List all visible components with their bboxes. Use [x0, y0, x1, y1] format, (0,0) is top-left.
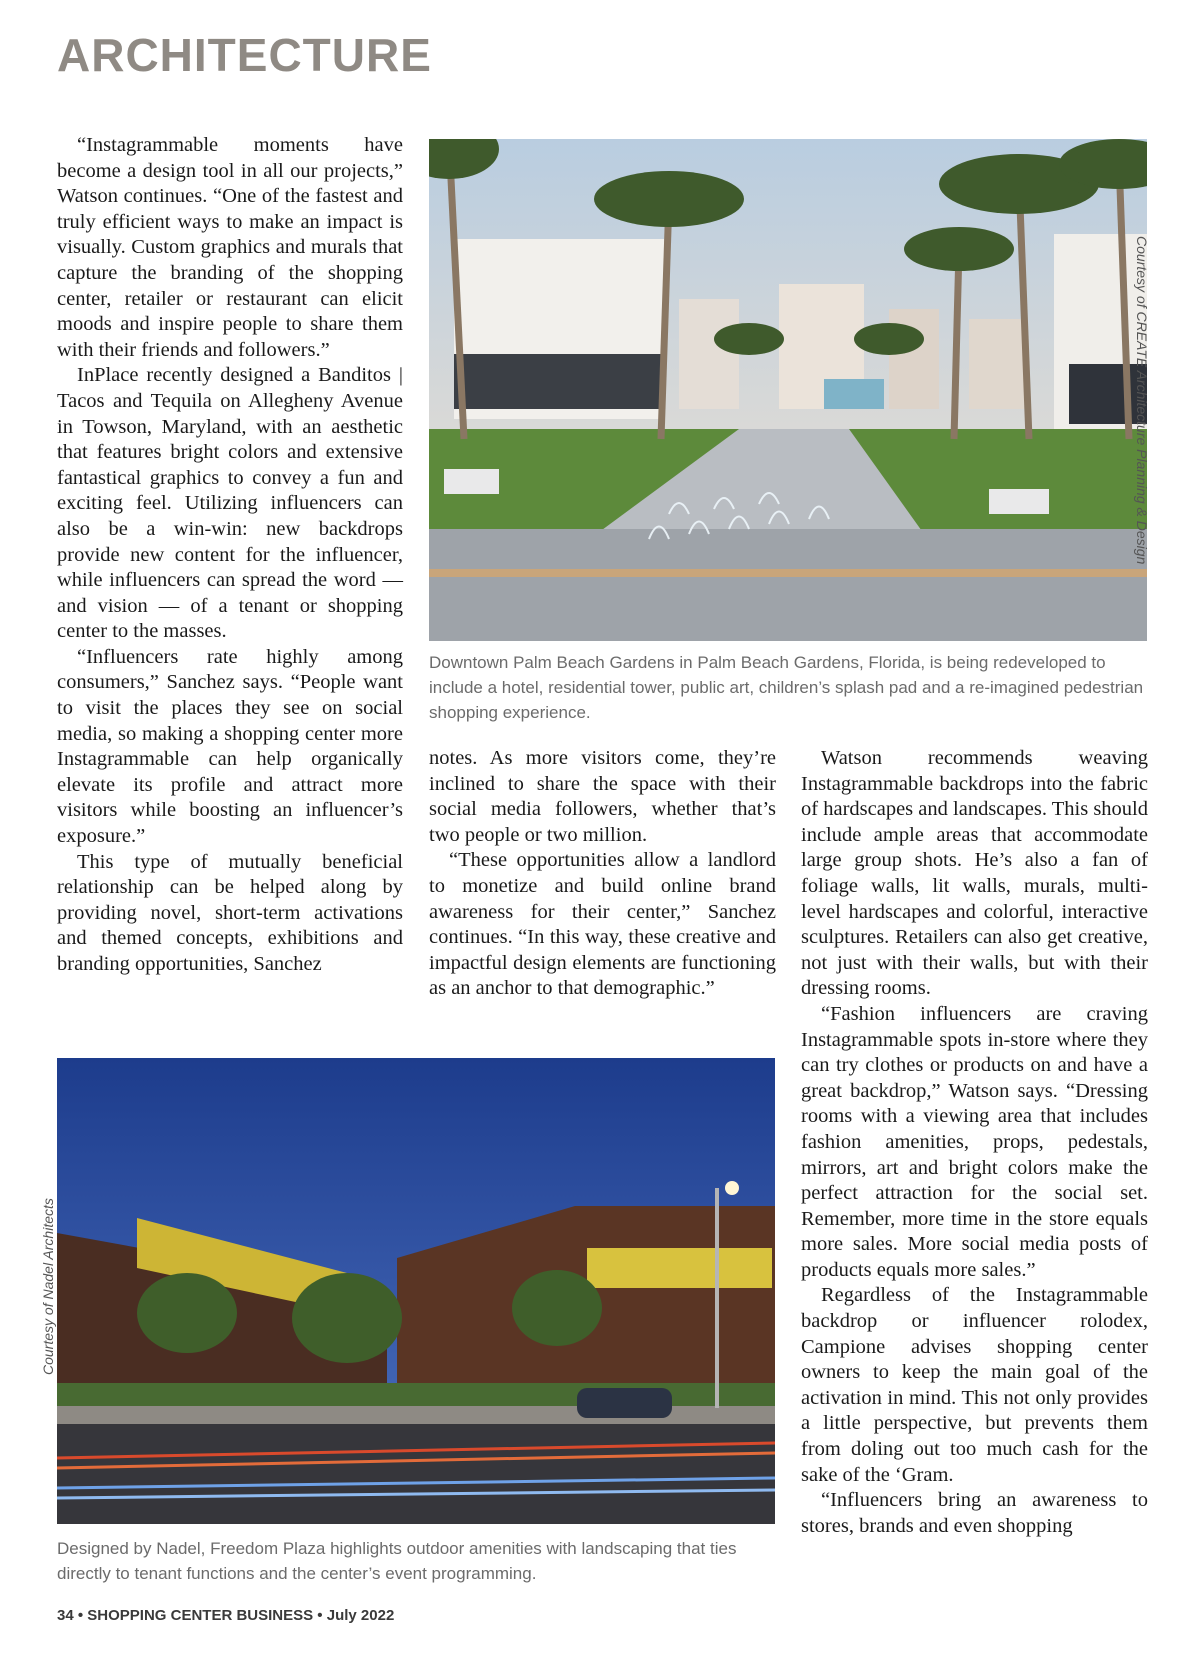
photo-credit-nadel: Courtesy of Nadel Architects [40, 1198, 56, 1375]
paragraph: Regardless of the Instagrammable backdrop or influencer rolodex, Campione advises shopping center owners to keep the main goal of the activation in mind. This not only provides a little perspective, but prevents them from doling out too much cash for the sake of the ‘Gram. [801, 1284, 1148, 1486]
paragraph: “Influencers bring an awareness to stores, brands and even shopping [801, 1489, 1148, 1537]
paragraph: InPlace recently designed a Banditos | Tacos and Tequila on Allegheny Avenue in Towson, Maryland, with an aesthetic that features bright colors and extensive fantastical graphics to convey a fun and exciting feel. Utilizing influencers can also be a win-win: new backdrops provide new content for the influencer, while influencers can spread the word — and vision — of a tenant or shopping center to the masses. [57, 364, 403, 643]
paragraph: “Influencers rate highly among consumers,” Sanchez says. “People want to visit the places they see on social media, so making a shopping center more Instagrammable can help organically elevate its profile and attract more visitors while boosting an influencer’s exposure.” [57, 645, 403, 848]
article-column-3 [801, 746, 1148, 1539]
paragraph: “Fashion influencers are craving Instagrammable spots in-store where they can try clothes or products on and have a great backdrop,” Watson says. “Dressing rooms with a viewing area that includes fashion amenities, props, pedestals, mirrors, art and bright colors make the perfect attraction for the social set. Remember, more time in the store equals more sales. More social media posts of products equals more sales.” [801, 1002, 1148, 1281]
paragraph: notes. As more visitors come, they’re inclined to share the space with their social media followers, whether that’s two people or two million. [429, 747, 776, 846]
page-folio: 34 • SHOPPING CENTER BUSINESS • July 2022 [57, 1607, 395, 1624]
photo-credit-create: Courtesy of CREATE Architecture Planning & Design [1134, 236, 1150, 565]
paragraph: This type of mutually beneficial relationship can be helped along by providing novel, short-term activations and themed concepts, exhibitions and branding opportunities, Sanchez [57, 850, 403, 975]
photo-caption-palm-beach: Downtown Palm Beach Gardens in Palm Beach Gardens, Florida, is being redeveloped to include a hotel, residential tower, public art, children’s splash pad and a re-imagined pedestrian shopping experience. [429, 653, 1144, 722]
article-column-2 [429, 746, 776, 1002]
photo-caption-freedom-plaza: Designed by Nadel, Freedom Plaza highlights outdoor amenities with landscaping that ties directly to tenant functions and the center’s event programming. [57, 1539, 737, 1583]
palm-beach-gardens-photo [429, 139, 1147, 641]
freedom-plaza-photo [57, 1058, 775, 1524]
paragraph: Watson recommends weaving Instagrammable backdrops into the fabric of hardscapes and landscapes. This should include ample areas that accommodate large group shots. He’s also a fan of foliage walls, lit walls, murals, multi-level hardscapes and colorful, interactive sculptures. Retailers can also get creative, not just with their walls, but with their dressing rooms. [801, 747, 1148, 1000]
paragraph: “Instagrammable moments have become a design tool in all our projects,” Watson continues. “One of the fastest and truly efficient ways to make an impact is visually. Custom graphics and murals that capture the branding of the shopping center, retailer or restaurant can elicit moods and inspire people to share them with their friends and followers.” [57, 134, 403, 361]
article-column-1 [57, 133, 403, 978]
section-title: ARCHITECTURE [57, 29, 432, 81]
paragraph: “These opportunities allow a landlord to monetize and build online brand awareness for their center,” Sanchez continues. “In this way, these creative and impactful design elements are functioning as an anchor to that demographic.” [429, 849, 776, 1000]
